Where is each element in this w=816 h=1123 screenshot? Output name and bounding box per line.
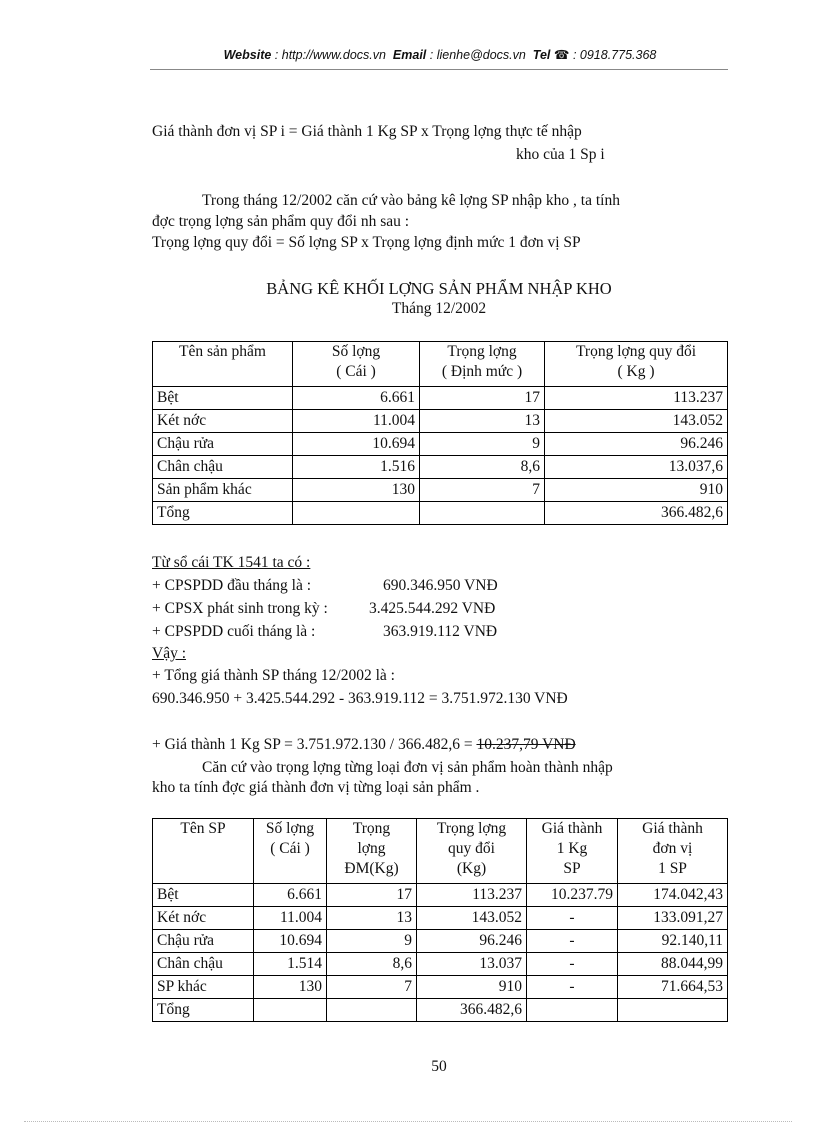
table-header-row	[153, 342, 728, 387]
cell: SP khác	[153, 976, 254, 999]
cell: 910	[417, 976, 527, 999]
cell: 174.042,43	[618, 884, 728, 907]
cell: 13	[420, 410, 545, 433]
email-value[interactable]: : lienhe@docs.vn	[429, 48, 526, 62]
cell: Sản phẩm khác	[153, 479, 293, 502]
cell: Tổng	[153, 502, 293, 525]
header-converted-weight: Trọng lợng quy đổi (Kg)	[417, 819, 527, 884]
therefore-label: Vậy :	[152, 645, 187, 662]
ledger-incurred-label: + CPSX phát sinh trong kỳ :	[152, 600, 328, 617]
table-row	[153, 884, 728, 907]
cell: 366.482,6	[545, 502, 728, 525]
cell: 143.052	[417, 907, 527, 930]
website-url[interactable]: : http://www.docs.vn	[274, 48, 386, 62]
ledger-incurred-value: 3.425.544.292 VNĐ	[369, 600, 496, 617]
cell: 7	[327, 976, 417, 999]
cell: Chân chậu	[153, 953, 254, 976]
website-label: Website	[223, 48, 272, 62]
cell: 7	[420, 479, 545, 502]
cell: 1.514	[254, 953, 327, 976]
cell: 17	[327, 884, 417, 907]
intro-paragraph-line1: Trong tháng 12/2002 căn cứ vào bảng kê lợng SP nhập kho , ta tính	[202, 192, 620, 209]
header-cost-per-kg: Giá thành 1 Kg SP	[527, 819, 618, 884]
cell: 133.091,27	[618, 907, 728, 930]
cell: 8,6	[420, 456, 545, 479]
table-row	[153, 907, 728, 930]
cell	[420, 502, 545, 525]
header-divider	[150, 69, 728, 70]
table1-subtitle: Tháng 12/2002	[391, 300, 487, 317]
cell: 143.052	[545, 410, 728, 433]
unit-cost-table	[152, 818, 728, 1022]
cell: 11.004	[293, 410, 420, 433]
table-row	[153, 387, 728, 410]
cell: 113.237	[545, 387, 728, 410]
cell: -	[527, 953, 618, 976]
table-row	[153, 433, 728, 456]
table-row	[153, 976, 728, 999]
table-row	[153, 930, 728, 953]
cell: 6.661	[293, 387, 420, 410]
cell: 96.246	[545, 433, 728, 456]
cell	[527, 999, 618, 1022]
ledger-heading: Từ sổ cái TK 1541 ta có :	[152, 554, 311, 571]
table-total-row	[153, 999, 728, 1022]
cell: -	[527, 930, 618, 953]
cell: 71.664,53	[618, 976, 728, 999]
header-converted-weight: Trọng lợng quy đổi ( Kg )	[545, 342, 728, 387]
table-row	[153, 456, 728, 479]
cell: 11.004	[254, 907, 327, 930]
tel-value: : 0918.775.368	[572, 48, 657, 62]
para2-line2: kho ta tính đợc giá thành đơn vị từng loại sản phẩm .	[152, 779, 480, 796]
ledger-closing-label: + CPSPDD cuối tháng là :	[152, 623, 316, 640]
cell: Két nớc	[153, 410, 293, 433]
cell: 8,6	[327, 953, 417, 976]
cell: 88.044,99	[618, 953, 728, 976]
ledger-opening-value: 690.346.950 VNĐ	[383, 577, 498, 594]
cell	[327, 999, 417, 1022]
cell: 9	[327, 930, 417, 953]
unit-cost-label: + Giá thành 1 Kg SP = 3.751.972.130 / 366.482,6 = 10.237,79 VNĐ	[152, 736, 576, 753]
cell: 13.037	[417, 953, 527, 976]
ledger-closing-value: 363.919.112 VNĐ	[383, 623, 498, 640]
cell: 366.482,6	[417, 999, 527, 1022]
total-cost-label: + Tổng giá thành SP tháng 12/2002 là :	[152, 667, 395, 684]
table-row	[153, 410, 728, 433]
cell: 1.516	[293, 456, 420, 479]
cell: Bệt	[153, 387, 293, 410]
cell: 92.140,11	[618, 930, 728, 953]
unit-cost-value: 10.237,79 VNĐ	[476, 736, 576, 753]
para2-line1: Căn cứ vào trọng lợng từng loại đơn vị sản phẩm hoàn thành nhập	[202, 759, 613, 776]
table-row	[153, 479, 728, 502]
unit-cost-formula-line2: kho của 1 Sp i	[516, 146, 605, 163]
tel-label: Tel	[532, 48, 551, 62]
cell: 130	[254, 976, 327, 999]
header-quantity: Số lợng ( Cái )	[254, 819, 327, 884]
email-label: Email	[392, 48, 427, 62]
cell	[618, 999, 728, 1022]
cell: 10.694	[293, 433, 420, 456]
cell: 13	[327, 907, 417, 930]
header-standard-weight: Trọng lợng ĐM(Kg)	[327, 819, 417, 884]
footer-divider	[24, 1121, 792, 1122]
cell: 9	[420, 433, 545, 456]
cell: Chân chậu	[153, 456, 293, 479]
cell: Chậu rửa	[153, 433, 293, 456]
header-product: Tên SP	[153, 819, 254, 884]
cell	[254, 999, 327, 1022]
unit-cost-formula-line1: Giá thành đơn vị SP i = Giá thành 1 Kg SP x Trọng lợng thực tế nhập	[152, 123, 582, 140]
cell: 17	[420, 387, 545, 410]
cell: Chậu rửa	[153, 930, 254, 953]
total-cost-calculation: 690.346.950 + 3.425.544.292 - 363.919.112 = 3.751.972.130 VNĐ	[152, 690, 568, 707]
cell: 13.037,6	[545, 456, 728, 479]
header-weight: Trọng lợng ( Định mức )	[420, 342, 545, 387]
cell: Bệt	[153, 884, 254, 907]
cell: 130	[293, 479, 420, 502]
cell: 113.237	[417, 884, 527, 907]
cell: 10.237.79	[527, 884, 618, 907]
cell: 6.661	[254, 884, 327, 907]
cell: -	[527, 907, 618, 930]
header-unit-cost: Giá thành đơn vị 1 SP	[618, 819, 728, 884]
cell	[293, 502, 420, 525]
header-quantity: Số lợng ( Cái )	[293, 342, 420, 387]
cell: 10.694	[254, 930, 327, 953]
cell: Két nớc	[153, 907, 254, 930]
table1-title: BẢNG KÊ KHỐI LỢNG SẢN PHẨM NHẬP KHO	[266, 279, 612, 298]
phone-icon: ☎	[553, 48, 570, 62]
page-number: 50	[431, 1058, 447, 1075]
intro-paragraph-line3: Trọng lợng quy đổi = Số lợng SP x Trọng lợng định mức 1 đơn vị SP	[152, 234, 581, 251]
intro-paragraph-line2: đợc trọng lợng sản phẩm quy đổi nh sau :	[152, 213, 410, 230]
page-header	[150, 47, 730, 62]
cell: Tổng	[153, 999, 254, 1022]
cell: 96.246	[417, 930, 527, 953]
table-header-row	[153, 819, 728, 884]
header-product-name: Tên sản phẩm	[153, 342, 293, 387]
product-weight-table	[152, 341, 728, 525]
cell: -	[527, 976, 618, 999]
cell: 910	[545, 479, 728, 502]
table-row	[153, 953, 728, 976]
table-total-row	[153, 502, 728, 525]
ledger-opening-label: + CPSPDD đầu tháng là :	[152, 577, 312, 594]
